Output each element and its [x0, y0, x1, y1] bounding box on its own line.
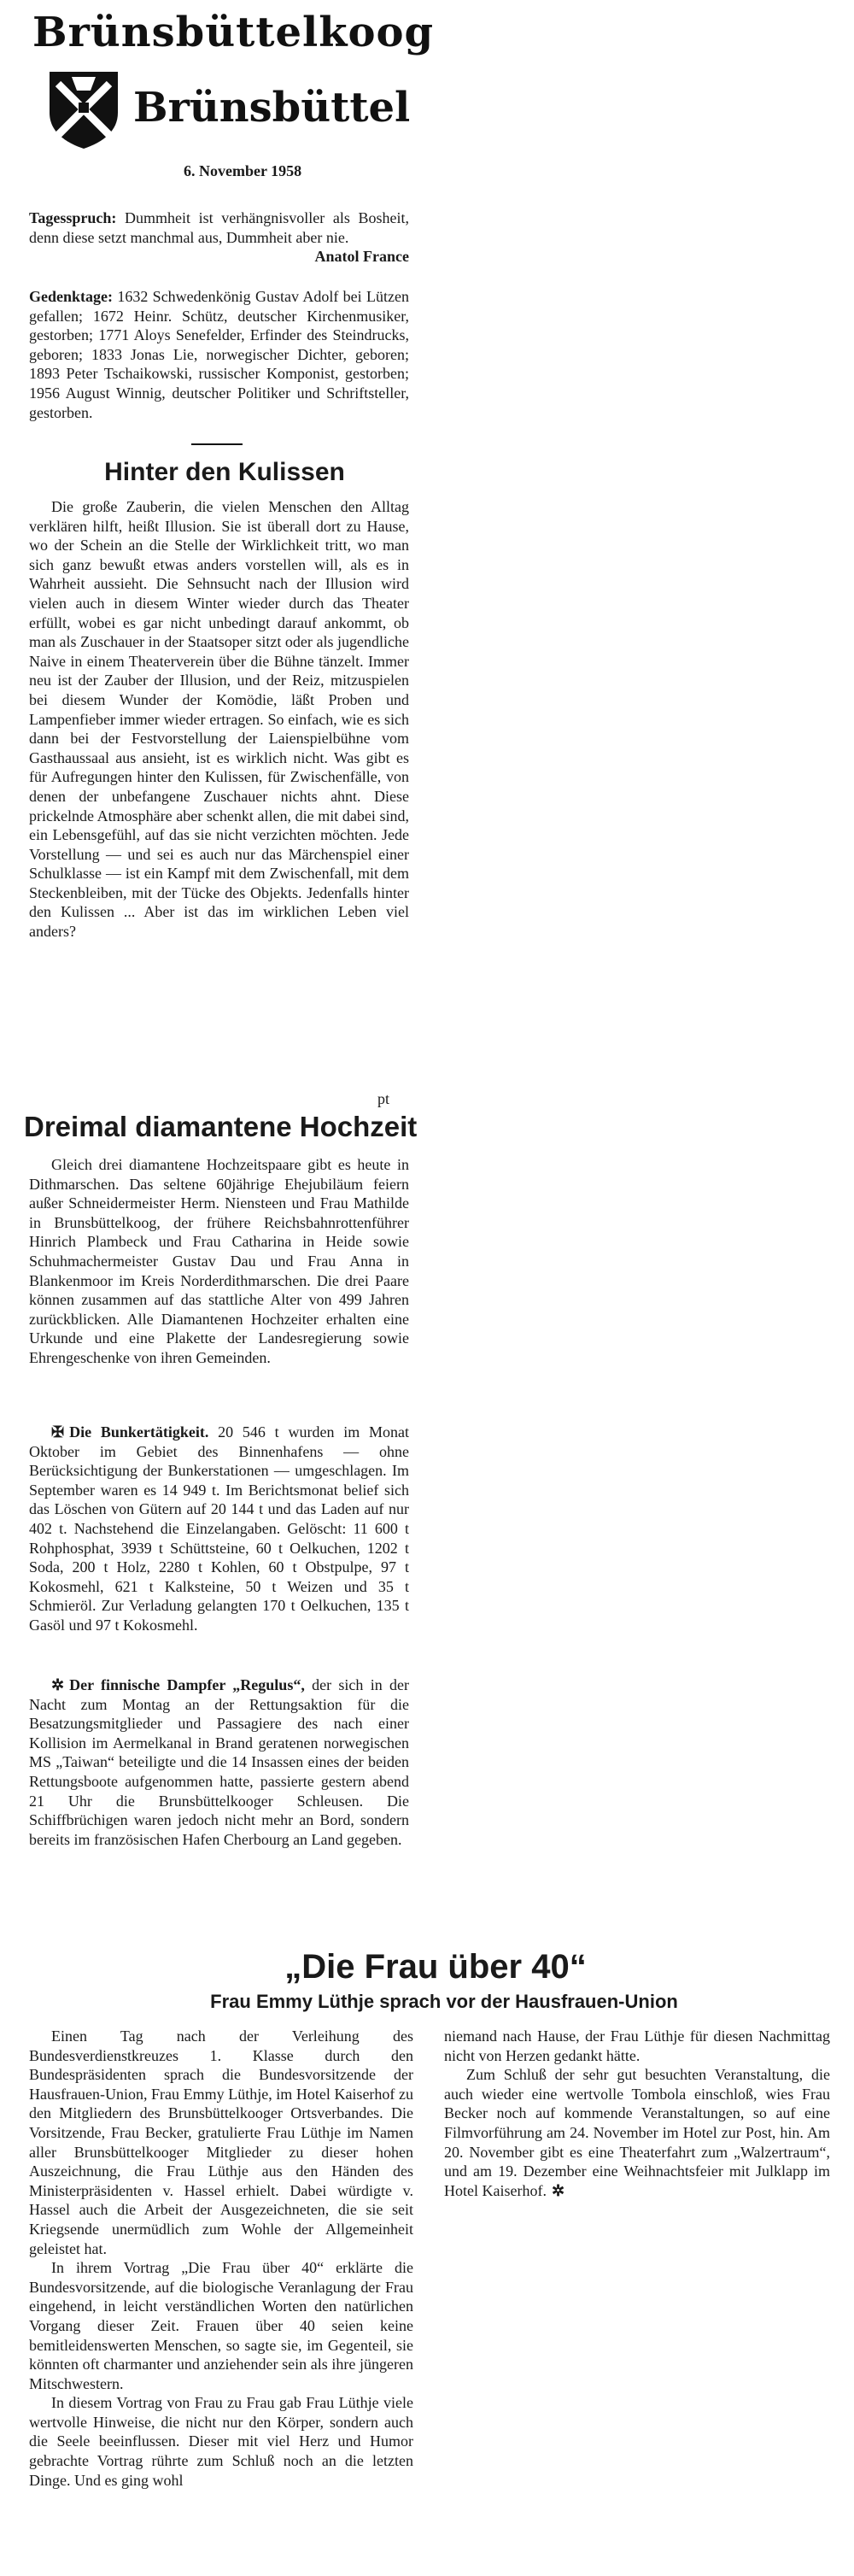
masthead-title-line2: Brünsbüttel — [133, 84, 411, 132]
tagesspruch-text: Dummheit ist verhängnisvoller als Bosheit, denn diese setzt manchmal aus, Dummheit aber nie. — [29, 209, 409, 246]
frau-paragraph-3: In diesem Vortrag von Frau zu Frau gab Frau Lüthje viele wertvolle Hinweise, die nicht nur den Körper, sondern auch die Seele beeinflussen. Dieser mit viel Herz und Humor gebrachte Vortrag rührte zum Schluß noch an die letzten Dinge. Und es ging wohl — [29, 2394, 413, 2489]
bunker-label: Die Bunkertätigkeit. — [69, 1423, 209, 1441]
issue-date: 6. November 1958 — [184, 162, 302, 179]
frau-paragraph-1: Einen Tag nach der Verleihung des Bundesverdienstkreuzes 1. Klasse durch den Bundespräsidenten sprach die Bundesvorsitzende der Hausfrauen-Union, Frau Emmy Lüthje, im Hotel Kaiserhof zu den Mitgliedern des Brunsbüttelkooger Ortsverbandes. Die Vorsitzende, Frau Becker, gratulierte Frau Lüthje im Namen aller Brunsbüttelkooger Mitglieder zu dieser hohen Auszeichnung, die Frau Lüthje aus den Händen des Ministerpräsidenten v. Hassel erhielt. Dabei würdigte v. Hassel auch die Arbeit der Ausgezeichneten, die sie seit Kriegsende unermüdlich zum Wohle der Allgemeinheit geleistet hat. — [29, 2027, 413, 2257]
gedenktage-block — [29, 287, 409, 422]
section-divider — [191, 443, 243, 445]
kulissen-headline: Hinter den Kulissen — [104, 458, 345, 486]
dreimal-article — [29, 1155, 409, 1368]
masthead — [24, 9, 435, 154]
kulissen-text: Die große Zauberin, die vielen Menschen den Alltag verklären hilft, heißt Illusion. Sie ist überall dort zu Hause, wo der Schein an die Stelle der Wirklichkeit tritt, wo man sich ganz bewußt etwas anders vorstellen will, als es in Wahrheit aussieht. Die Sehnsucht nach der Illusion wird vielen auch in diesem Winter wieder durch das Theater erfüllt, wobei es gar nicht unbedingt darauf ankommt, ob man als Zuschauer in der Staatsoper sitzt oder als jugendliche Naive in einem Theaterverein über die Bühne tänzelt. Immer neu ist der Zauber der Illusion, und der Reiz, mitzuspielen bei diesem Wunder der Komödie, läßt Proben und Lampenfieber immer wieder ertragen. So einfach, wie es sich dann bei der Festvorstellung der Laienspielbühne vom Gasthaussaal aus ansieht, ist es wirklich nicht. Was gibt es für Aufregungen hinter den Kulissen, für Zwischenfälle, von denen der unbefangene Zuschauer nichts ahnt. Diese prickelnde Atmosphäre aber schenkt allen, die mit dabei sind, ein Lebensgefühl, auf das sie nicht verzichten möchten. Jede Vorstellung — und sei es auch nur das Märchenspiel einer Schulklasse — ist ein Kampf mit dem Zwischenfall, mit dem Steckenbleiben, mit der Tücke des Objekts. Jedenfalls hinter den Kulissen ... Aber ist das im wirklichen Leben viel anders? — [29, 498, 409, 941]
masthead-title-line1: Brünsbüttelkoog — [32, 9, 435, 56]
coat-of-arms-icon — [46, 68, 121, 150]
regulus-text: der sich in der Nacht zum Montag an der Rettungsaktion für die Besatzungsmitglieder und Passagiere des nach einer Kollision im Aermelkanal in Brand geratenen norwegischen MS „Taiwan“ beteiligte und die 14 Insassen eines der beiden Rettungsboote aufgenommen hatte, passierte gestern abend 21 Uhr die Brunsbüttelkooger Schleusen. Die Schiffbrüchigen waren jedoch nicht mehr an Bord, sondern bereits im französischen Hafen Cherbourg an Land gegeben. — [29, 1676, 409, 1848]
gedenktage-text: 1632 Schwedenkönig Gustav Adolf bei Lützen gefallen; 1672 Heinr. Schütz, deutscher Kirchenmusiker, gestorben; 1771 Aloys Senefelder, Erfinder des Steindrucks, geboren; 1833 Jonas Lie, norwegischer Dichter, geboren; 1893 Peter Tschaikowski, russischer Komponist, gestorben; 1956 August Winnig, deutscher Politiker und Schriftsteller, gestorben. — [29, 288, 409, 421]
gedenktage-label: Gedenktage: — [29, 288, 113, 305]
bunker-text: 20 546 t wurden im Monat Oktober im Gebiet des Binnenhafens — ohne Berücksichtigung der Bunkerstationen — umgeschlagen. Im September waren es 14 949 t. Im Berichtsmonat belief sich das Löschen von Gütern auf 20 144 t und das Laden auf nur 402 t. Nachstehend die Einzelangaben. Gelöscht: 11 600 t Rohphosphat, 3939 t Schüttsteine, 60 t Oelkuchen, 1202 t Soda, 200 t Holz, 2280 t Kohlen, 60 t Obstpulpe, 97 t Kokosmehl, 621 t Kalksteine, 50 t Weizen und 35 t Schmieröl. Zur Verladung gelangten 170 t Oelkuchen, 135 t Gasöl und 97 t Kokosmehl. — [29, 1423, 409, 1634]
regulus-label: Der finnische Dampfer „Regulus“, — [69, 1676, 305, 1693]
tagesspruch-block — [29, 208, 409, 267]
dreimal-headline: Dreimal diamantene Hochzeit — [24, 1111, 418, 1142]
kulissen-signature: pt — [377, 1090, 390, 1107]
frau-subheadline: Frau Emmy Lüthje sprach vor der Hausfrauen-Union — [210, 1991, 678, 2012]
frau-paragraph-5: Zum Schluß der sehr gut besuchten Veranstaltung, die auch wieder eine wertvolle Tombola einschloß, wies Frau Becker noch auf kommende Veranstaltungen, so auf eine Filmvorführung am 24. November im Hotel zur Post, hin. Am 20. November gibt es eine Theaterfahrt zum „Walzertraum“, und am 19. Dezember eine Weihnachtsfeier mit Julklapp im Hotel Kaiserhof. — [444, 2066, 830, 2199]
frau-headline: „Die Frau über 40“ — [284, 1948, 587, 1986]
frau-article-right-column — [444, 2027, 830, 2200]
dreimal-text: Gleich drei diamantene Hochzeitspaare gibt es heute in Dithmarschen. Das seltene 60jährige Ehejubiläum feiern außer Schneidermeister Herm. Niensteen und Frau Mathilde in Brunsbüttelkoog, der frühere Reichsbahnrottenführer Hinrich Plambeck und Frau Catharina in Heide sowie Schuhmachermeister Gustav Dau und Frau Anna in Blankenmoor im Kreis Norderdithmarschen. Die drei Paare können zusammen auf das stattliche Alter von 499 Jahren zurückblicken. Alle Diamantenen Hochzeiter erhalten eine Urkunde und eine Plakette der Landesregierung sowie Ehrengeschenke von ihren Gemeinden. — [29, 1156, 409, 1366]
frau-article-left-column — [29, 2027, 413, 2490]
frau-paragraph-2: In ihrem Vortrag „Die Frau über 40“ erklärte die Bundesvorsitzende, auf die biologische Veranlagung der Frau eingehend, in leicht verständlichen Worten den natürlichen Vorgang dieser Zeit. Frauen über 40 seien keine bemitleidenswerten Menschen, so sagte sie, im Gegenteil, sie könnten oft charmanter und anziehender sein als ihre jüngeren Mitschwestern. — [29, 2259, 413, 2392]
tagesspruch-label: Tagesspruch: — [29, 209, 117, 226]
frau-paragraph-4: niemand nach Hause, der Frau Lüthje für diesen Nachmittag nicht von Herzen gedankt hätte. — [444, 2027, 830, 2064]
end-star-icon: ✲ — [551, 2181, 565, 2199]
star-icon: ✲ — [51, 1676, 65, 1693]
ship-icon: ✠ — [51, 1423, 65, 1441]
bunker-article — [29, 1423, 409, 1635]
tagesspruch-author: Anatol France — [314, 248, 409, 266]
kulissen-article — [29, 497, 409, 942]
regulus-article — [29, 1675, 409, 1849]
